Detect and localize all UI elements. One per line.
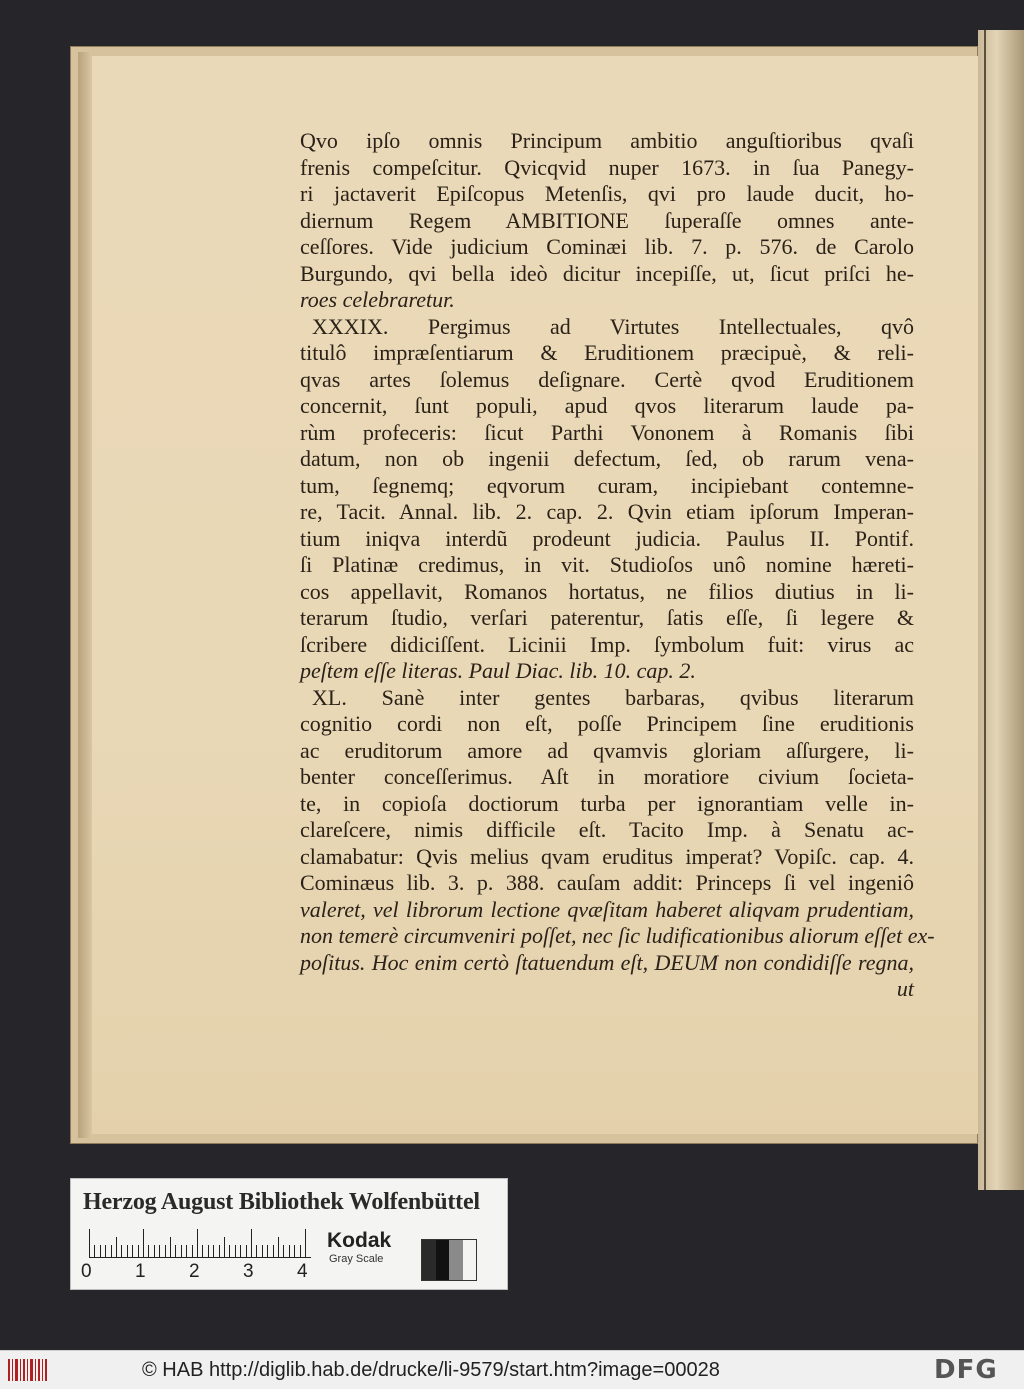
ruler-tick bbox=[116, 1237, 117, 1257]
page-text bbox=[300, 128, 935, 1003]
text-line: clamabatur: Qvis melius qvam eruditus imperat? Vopiſc. cap. 4. bbox=[300, 843, 914, 869]
ruler-tick bbox=[186, 1245, 187, 1257]
ruler-tick bbox=[224, 1237, 225, 1257]
text-line: Qvo ipſo omnis Principum ambitio anguſtioribus qvaſi bbox=[300, 128, 914, 153]
ruler-tick bbox=[100, 1245, 101, 1257]
ruler-tick bbox=[175, 1245, 176, 1257]
footer-bar bbox=[0, 1350, 1024, 1389]
page-fold-shadow bbox=[78, 52, 92, 1138]
ruler-tick bbox=[159, 1245, 160, 1257]
ruler-tick bbox=[192, 1245, 193, 1257]
text-line: ceſſores. Vide judicium Cominæi lib. 7. p. 576. de Carolo bbox=[300, 234, 914, 259]
ruler-tick bbox=[278, 1237, 279, 1257]
ruler-tick bbox=[240, 1245, 241, 1257]
ruler-tick bbox=[127, 1245, 128, 1257]
ruler-tick bbox=[246, 1245, 247, 1257]
text-line: clareſcere, nimis difficile eſt. Tacito Imp. à Senatu ac- bbox=[300, 817, 914, 842]
ruler-tick bbox=[267, 1245, 268, 1257]
text-line: valeret, vel librorum lectione qvæſitam haberet aliqvam prudentiam, bbox=[300, 896, 914, 922]
ruler-number: 3 bbox=[243, 1261, 254, 1282]
gray-patch bbox=[436, 1240, 450, 1280]
text-line: cognitio cordi non eſt, poſſe Principem ſine eruditionis bbox=[300, 711, 914, 736]
ruler-tick bbox=[289, 1245, 290, 1257]
text-line: te, in copioſa doctiorum turba per ignorantiam velle in- bbox=[300, 790, 914, 816]
text-line: datum, non ob ingenii defectum, ſed, ob rarum vena- bbox=[300, 446, 914, 471]
ruler-tick bbox=[132, 1245, 133, 1257]
gray-patch bbox=[422, 1240, 436, 1280]
ruler-tick bbox=[300, 1245, 301, 1257]
text-line: ſi Platinæ credimus, in vit. Studioſos unô nomine hæreti- bbox=[300, 552, 914, 577]
ruler-tick bbox=[121, 1245, 122, 1257]
ruler-number: 2 bbox=[189, 1261, 200, 1282]
text-line: Burgundo, qvi bella ideò dicitur incepiſſe, ut, ſicut priſci he- bbox=[300, 260, 914, 286]
ruler-tick bbox=[154, 1245, 155, 1257]
text-line: ac eruditorum amore ad qvamvis gloriam aſſurgere, li- bbox=[300, 737, 914, 763]
ruler-number: 1 bbox=[135, 1261, 146, 1282]
text-line: roes celebraretur. bbox=[300, 287, 455, 312]
text-line: frenis compeſcitur. Qvicqvid nuper 1673. in ſua Panegy- bbox=[300, 154, 914, 180]
text-line: re, Tacit. Annal. lib. 2. cap. 2. Qvin etiam ipſorum Imperan- bbox=[300, 499, 914, 524]
ruler-tick bbox=[138, 1245, 139, 1257]
text-line: tum, ſegnemq; eqvorum curam, incipiebant contemne- bbox=[300, 472, 914, 498]
text-line: titulô impræſentiarum & Eruditionem præcipuè, & reli- bbox=[300, 340, 914, 365]
text-line: benter conceſſerimus. Aſt in moratiore civium ſocieta- bbox=[300, 764, 914, 789]
text-line: Cominæus lib. 3. p. 388. cauſam addit: Princeps ſi vel ingeniô bbox=[300, 870, 914, 895]
ruler-tick bbox=[105, 1245, 106, 1257]
ruler-number: 0 bbox=[81, 1261, 92, 1282]
ruler-tick bbox=[94, 1245, 95, 1257]
ruler-number: 4 bbox=[297, 1261, 308, 1282]
text-line: rùm profeceris: ſicut Parthi Vononem à Romanis ſibi bbox=[300, 419, 914, 445]
ruler-tick bbox=[219, 1245, 220, 1257]
ruler-tick bbox=[305, 1229, 306, 1257]
color-target-card bbox=[70, 1178, 508, 1290]
section-heading-line: XXXIX. Pergimus ad Virtutes Intellectuales, qvô bbox=[312, 313, 914, 339]
ruler-tick bbox=[294, 1245, 295, 1257]
text-line: terarum ſtudio, verſari paterentur, ſatis eſſe, ſi legere & bbox=[300, 605, 914, 630]
ruler-tick bbox=[229, 1245, 230, 1257]
ruler-tick bbox=[251, 1229, 252, 1257]
ruler-tick bbox=[208, 1245, 209, 1257]
section-heading-line: XL. Sanè inter gentes barbaras, qvibus literarum bbox=[312, 684, 914, 710]
ruler-tick bbox=[143, 1229, 144, 1257]
ruler-tick bbox=[202, 1245, 203, 1257]
ruler-tick bbox=[170, 1237, 171, 1257]
text-line: non temerè circumveniri poſſet, nec ſic ludificationibus aliorum eſſet ex- bbox=[300, 923, 935, 948]
dfg-logo: DFG bbox=[934, 1355, 998, 1385]
source-credit-link[interactable]: © HAB http://diglib.hab.de/drucke/li-9579/start.htm?image=00028 bbox=[142, 1359, 720, 1381]
ruler-tick bbox=[273, 1245, 274, 1257]
text-line: qvas artes ſolemus deſignare. Certè qvod Eruditionem bbox=[300, 366, 914, 392]
ruler-tick bbox=[111, 1245, 112, 1257]
text-line: cos appellavit, Romanos hortatus, ne filios diutius in li- bbox=[300, 578, 914, 604]
text-line: ſcribere didiciſſent. Licinii Imp. ſymbolum fuit: virus ac bbox=[300, 631, 914, 657]
text-line: diernum Regem AMBITIONE ſuperaſſe omnes ante- bbox=[300, 207, 914, 233]
ruler-tick bbox=[148, 1245, 149, 1257]
ruler-tick bbox=[165, 1245, 166, 1257]
ruler-tick bbox=[89, 1229, 90, 1257]
text-line: ri jactaverit Epiſcopus Metenſis, qvi pro laude ducit, ho- bbox=[300, 181, 914, 206]
ruler-tick bbox=[181, 1245, 182, 1257]
kodak-brand: Kodak bbox=[327, 1229, 392, 1252]
text-line: peſtem eſſe literas. Paul Diac. lib. 10. cap. 2. bbox=[300, 658, 696, 683]
text-line: tium iniqva interdũ prodeunt judicia. Paulus II. Pontif. bbox=[300, 525, 914, 551]
scale-ruler bbox=[89, 1227, 311, 1258]
catchword: ut bbox=[896, 976, 914, 1001]
ruler-tick bbox=[235, 1245, 236, 1257]
gray-patches bbox=[421, 1239, 477, 1281]
book-edge bbox=[978, 30, 1024, 1190]
text-line: poſitus. Hoc enim certò ſtatuendum eſt, DEUM non condidiſſe regna, bbox=[300, 949, 914, 975]
ruler-numbers bbox=[81, 1261, 321, 1281]
ruler-tick bbox=[197, 1229, 198, 1257]
text-line: concernit, ſunt populi, apud qvos literarum laude pa- bbox=[300, 393, 914, 418]
library-name: Herzog August Bibliothek Wolfenbüttel bbox=[83, 1189, 480, 1215]
gray-scale-label: Gray Scale bbox=[329, 1253, 384, 1265]
gray-patch bbox=[463, 1240, 477, 1280]
ruler-tick bbox=[213, 1245, 214, 1257]
ruler-tick bbox=[262, 1245, 263, 1257]
gray-patch bbox=[449, 1240, 463, 1280]
ruler-tick bbox=[256, 1245, 257, 1257]
ruler-tick bbox=[283, 1245, 284, 1257]
barcode-icon bbox=[8, 1357, 48, 1383]
